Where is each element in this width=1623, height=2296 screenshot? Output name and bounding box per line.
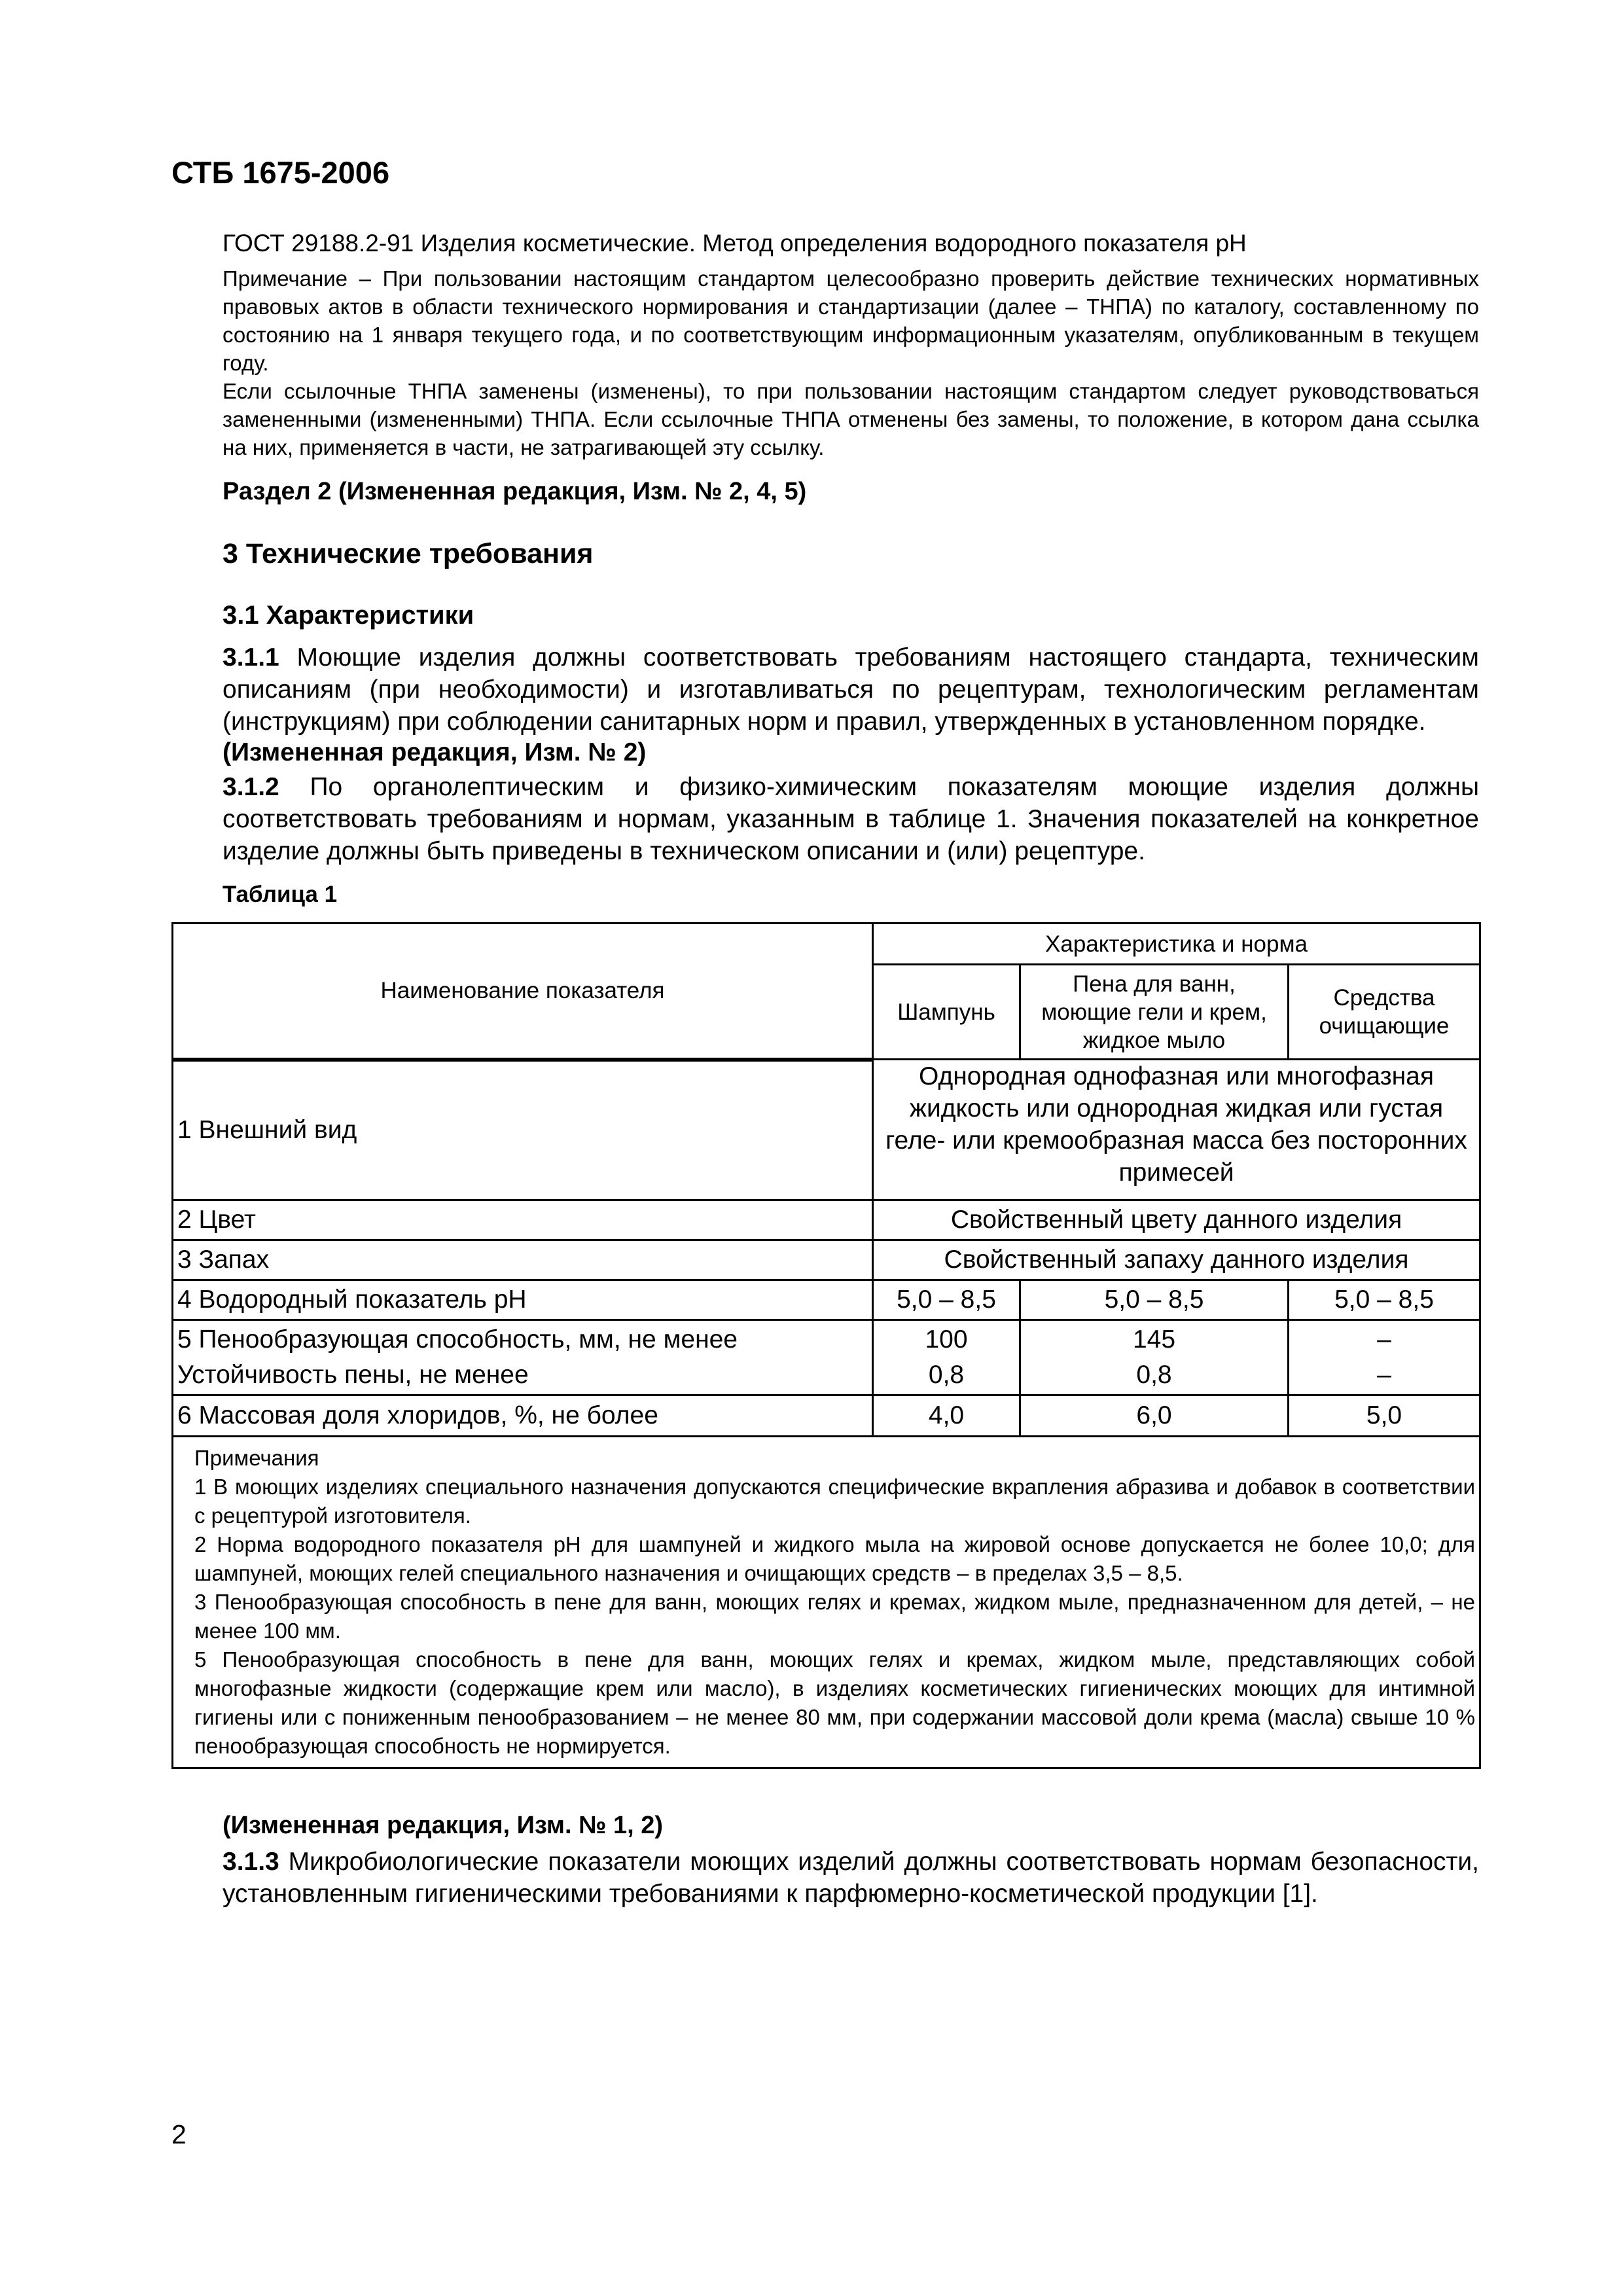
- header-cleaners: Средства очищающие: [1289, 965, 1480, 1060]
- row-name: 1 Внешний вид: [173, 1060, 873, 1200]
- value-foam: 5,0 – 8,5: [1020, 1280, 1289, 1319]
- clause-3-1-2-amendment: (Измененная редакция, Изм. № 1, 2): [223, 1812, 664, 1839]
- row-name: 6 Массовая доля хлоридов, %, не более: [173, 1395, 873, 1436]
- clause-number: 3.1.3: [223, 1848, 279, 1876]
- row-value: Однородная однофазная или многофазная жидкость или однородная жидкая или густая геле- или кремообразная масса без посторонних примесей: [873, 1060, 1480, 1200]
- gost-reference: ГОСТ 29188.2-91 Изделия косметические. Метод определения водородного показателя pH: [223, 230, 1247, 257]
- value-cleaner: [1289, 1319, 1480, 1395]
- document-code: СТБ 1675-2006: [171, 155, 390, 190]
- note-item: 2 Норма водородного показателя pH для шампуней и жидкого мыла на жировой основе допускается не более 10,0; для шампуней, моющих гелей специального назначения и очищающих средств – в пределах 3,5 – 8,5.: [194, 1532, 1476, 1585]
- subsection-title: 3.1 Характеристики: [223, 601, 474, 630]
- clause-text: Микробиологические показатели моющих изделий должны соответствовать нормам безопасности, установленным гигиеническими требованиями к парфюмерно-косметической продукции [1].: [223, 1848, 1479, 1908]
- row-name: 2 Цвет: [173, 1200, 873, 1240]
- value-shampoo: 4,0: [873, 1395, 1020, 1436]
- foaming-cleaner: –: [1377, 1325, 1391, 1354]
- table-row: [173, 1200, 1480, 1240]
- header-characteristic-group: Характеристика и норма: [873, 924, 1480, 965]
- table-row: [173, 1395, 1480, 1436]
- row-value: Свойственный цвету данного изделия: [873, 1200, 1480, 1240]
- foaming-name: 5 Пенообразующая способность, мм, не менее: [177, 1325, 738, 1354]
- note-paragraph: Если ссылочные ТНПА заменены (изменены), то при пользовании настоящим стандартом следует руководствоваться замененными (измененными) ТНПА. Если ссылочные ТНПА отменены без замены, то положение, в котором дана ссылка на них, применяется в части, не затрагивающей эту ссылку.: [223, 379, 1479, 459]
- table-row: [173, 1060, 1480, 1200]
- note-item: 1 В моющих изделиях специального назначения допускаются специфические вкрапления абразива и добавок в соответствии с рецептурой изготовителя.: [194, 1474, 1476, 1528]
- row-name: 3 Запах: [173, 1240, 873, 1280]
- clause-3-1-3: [223, 1846, 1479, 1910]
- section-title: 3 Технические требования: [223, 538, 594, 569]
- value-shampoo: [873, 1319, 1020, 1395]
- value-cleaner: 5,0 – 8,5: [1289, 1280, 1480, 1319]
- note-item: 5 Пенообразующая способность в пене для ванн, моющих гелях и кремах, жидком мыле, представляющих собой многофазные жидкости (содержащие крем или масло), в изделиях косметических гигиенических моющих для интимной гигиены или с пониженным пенообразованием – не менее 80 мм, при содержании массовой доли крема (масла) свыше 10 % пенообразующая способность не нормируется.: [194, 1647, 1476, 1758]
- requirements-table: [171, 922, 1481, 1769]
- row-name: [173, 1319, 873, 1395]
- notes-title: Примечания: [194, 1445, 319, 1470]
- clause-number: 3.1.2: [223, 773, 279, 801]
- table-label: Таблица 1: [223, 882, 338, 907]
- clause-text: Моющие изделия должны соответствовать требованиям настоящего стандарта, техническим описаниям (при необходимости) и изготавливаться по рецептурам, технологическим регламентам (инструкциям) при соблюдении санитарных норм и правил, утвержденных в установленном порядке.: [223, 643, 1479, 736]
- table-row: [173, 1280, 1480, 1319]
- value-cleaner: 5,0: [1289, 1395, 1480, 1436]
- value-shampoo: 5,0 – 8,5: [873, 1280, 1020, 1319]
- note-item: 3 Пенообразующая способность в пене для ванн, моющих гелях и кремах, жидком мыле, предназначенном для детей, – не менее 100 мм.: [194, 1589, 1476, 1643]
- row-name: 4 Водородный показатель pH: [173, 1280, 873, 1319]
- foaming-foam: 145: [1132, 1325, 1176, 1354]
- table-row: [173, 1240, 1480, 1280]
- clause-number: 3.1.1: [223, 643, 279, 672]
- clause-3-1-2: [223, 771, 1479, 867]
- clause-text: По органолептическим и физико-химическим показателям моющие изделия должны соответствовать требованиям и нормам, указанным в таблице 1. Значения показателей на конкретное изделие должны быть приведены в техническом описании и (или) рецептуре.: [223, 773, 1479, 865]
- table-notes: [173, 1436, 1480, 1768]
- stability-shampoo: 0,8: [928, 1360, 965, 1389]
- header-shampoo: Шампунь: [873, 965, 1020, 1060]
- stability-name: Устойчивость пены, не менее: [177, 1360, 529, 1389]
- stability-foam: 0,8: [1136, 1360, 1172, 1389]
- value-foam: [1020, 1319, 1289, 1395]
- table-row: [173, 1319, 1480, 1395]
- clause-3-1-1-amendment: (Измененная редакция, Изм. № 2): [223, 738, 647, 766]
- stability-cleaner: –: [1377, 1360, 1391, 1389]
- row-value: Свойственный запаху данного изделия: [873, 1240, 1480, 1280]
- foaming-shampoo: 100: [925, 1325, 968, 1354]
- value-foam: 6,0: [1020, 1395, 1289, 1436]
- section2-amendment: Раздел 2 (Измененная редакция, Изм. № 2, 4, 5): [223, 478, 807, 505]
- table-notes-row: [173, 1436, 1480, 1768]
- clause-3-1-1: [223, 641, 1479, 738]
- header-indicator-name: Наименование показателя: [173, 924, 873, 1060]
- note-paragraph: Примечание – При пользовании настоящим стандартом целесообразно проверить действие технических нормативных правовых актов в области технического нормирования и стандартизации (далее – ТНПА) по каталогу, составленному по состоянию на 1 января текущего года, и по соответствующим информационным указателям, опубликованным в текущем году.: [223, 266, 1479, 375]
- table-header-row: [173, 924, 1480, 965]
- page-number: 2: [171, 2119, 187, 2149]
- references-note: [223, 264, 1479, 461]
- header-foam-gels: Пена для ванн, моющие гели и крем, жидкое мыло: [1020, 965, 1289, 1060]
